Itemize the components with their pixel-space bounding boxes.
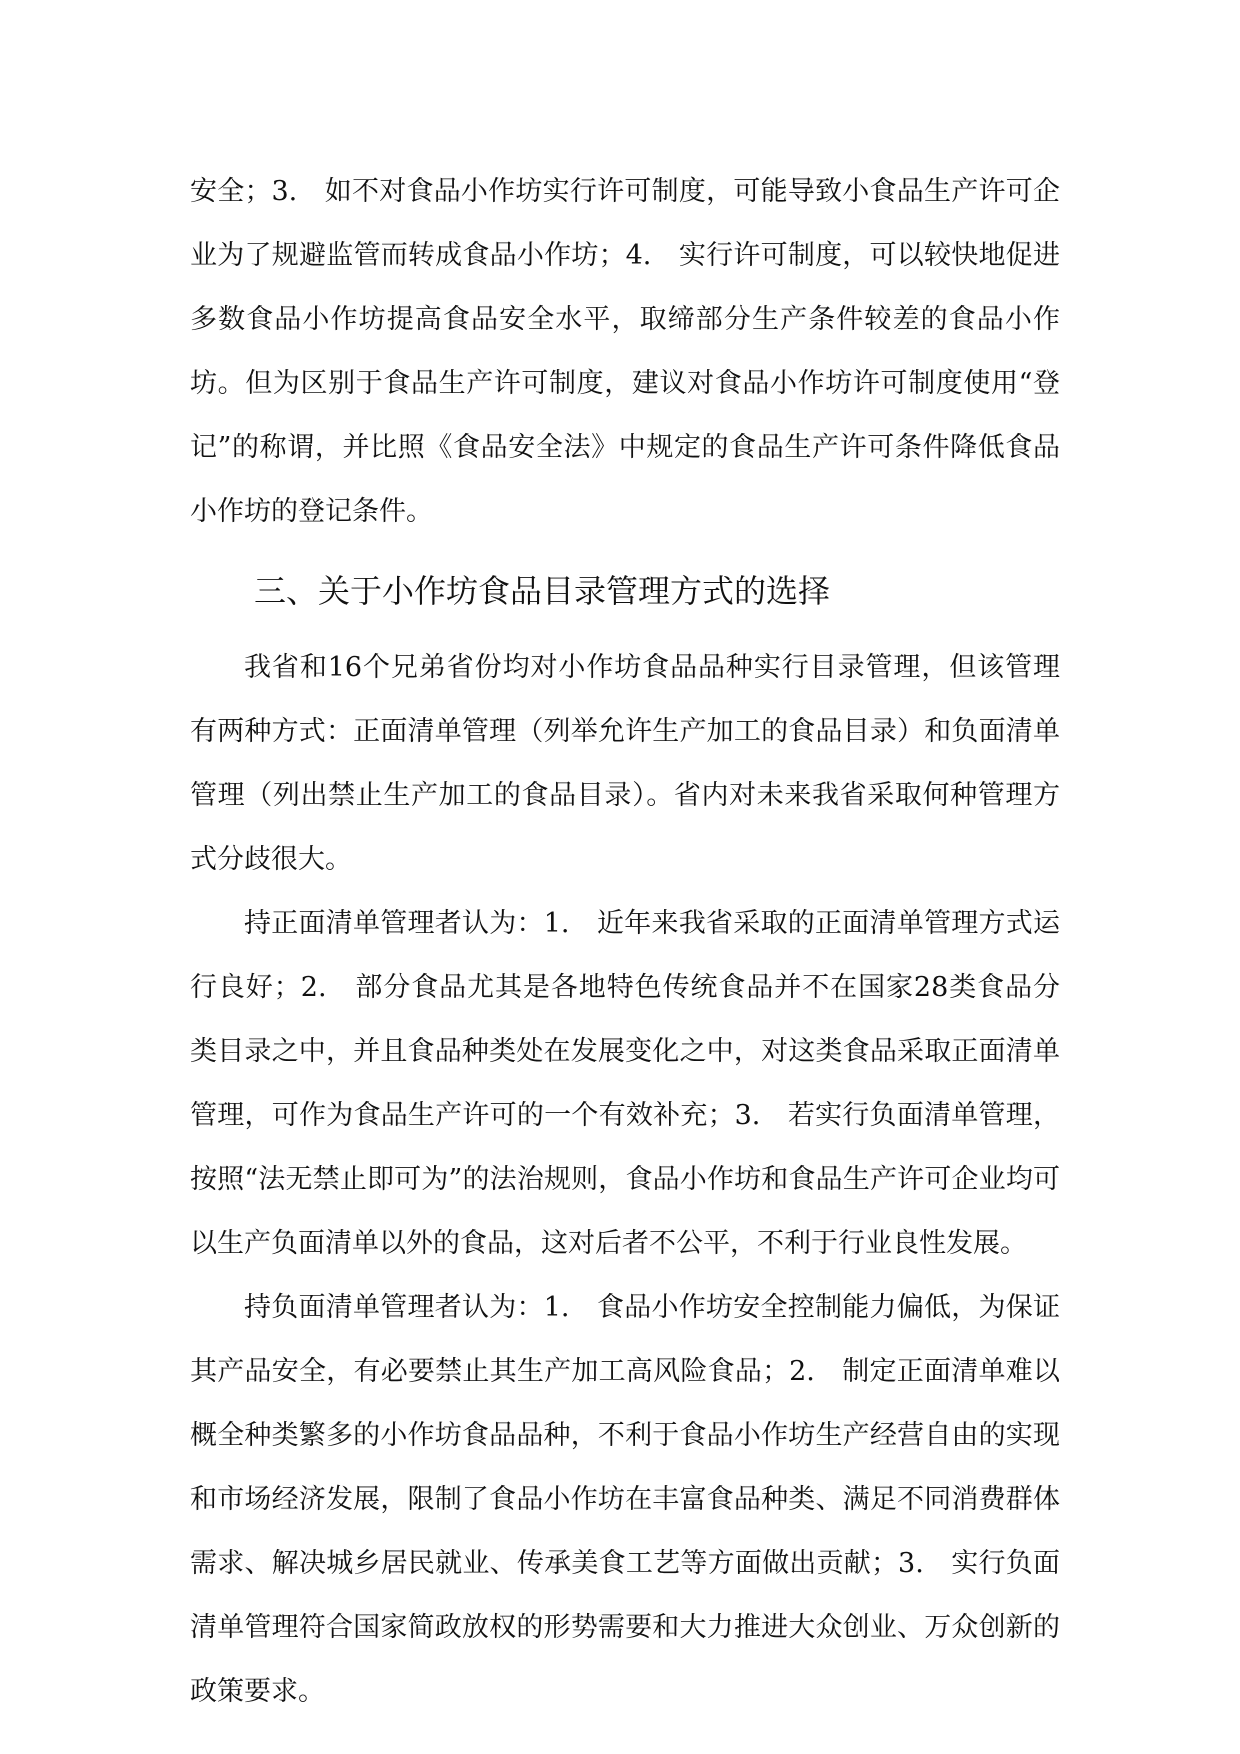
body-paragraph-1: 我省和16个兄弟省份均对小作坊食品品种实行目录管理，但该管理有两种方式：正面清单管理（列举允许生产加工的食品目录）和负面清单管理（列出禁止生产加工的食品目录）。省内对未来我省采取何种管理方式分歧很大。 — [190, 652, 1060, 875]
body-paragraph-2: 持正面清单管理者认为：1. 近年来我省采取的正面清单管理方式运行良好；2. 部分食品尤其是各地特色传统食品并不在国家28类食品分类目录之中，并且食品种类处在发展变化之中，对这类食品采取正面清单管理，可作为食品生产许可的一个有效补充；3. 若实行负面清单管理，按照“法无禁止即可为”的法治规则，食品小作坊和食品生产许可企业均可以生产负面清单以外的食品，这对后者不公平，不利于行业良性发展。 — [190, 908, 1060, 1259]
section-heading: 三、关于小作坊食品目录管理方式的选择 — [254, 572, 831, 610]
document-body — [190, 160, 1060, 1724]
continued-paragraph: 安全；3. 如不对食品小作坊实行许可制度，可能导致小食品生产许可企业为了规避监管而转成食品小作坊；4. 实行许可制度，可以较快地促进多数食品小作坊提高食品安全水平，取缔部分生产条件较差的食品小作坊。但为区别于食品生产许可制度，建议对食品小作坊许可制度使用“登记”的称谓，并比照《食品安全法》中规定的食品生产许可条件降低食品小作坊的登记条件。 — [190, 176, 1060, 527]
body-paragraph-3: 持负面清单管理者认为：1. 食品小作坊安全控制能力偏低，为保证其产品安全，有必要禁止其生产加工高风险食品；2. 制定正面清单难以概全种类繁多的小作坊食品品种，不利于食品小作坊生产经营自由的实现和市场经济发展，限制了食品小作坊在丰富食品种类、满足不同消费群体需求、解决城乡居民就业、传承美食工艺等方面做出贡献；3. 实行负面清单管理符合国家简政放权的形势需要和大力推进大众创业、万众创新的政策要求。 — [190, 1292, 1060, 1707]
